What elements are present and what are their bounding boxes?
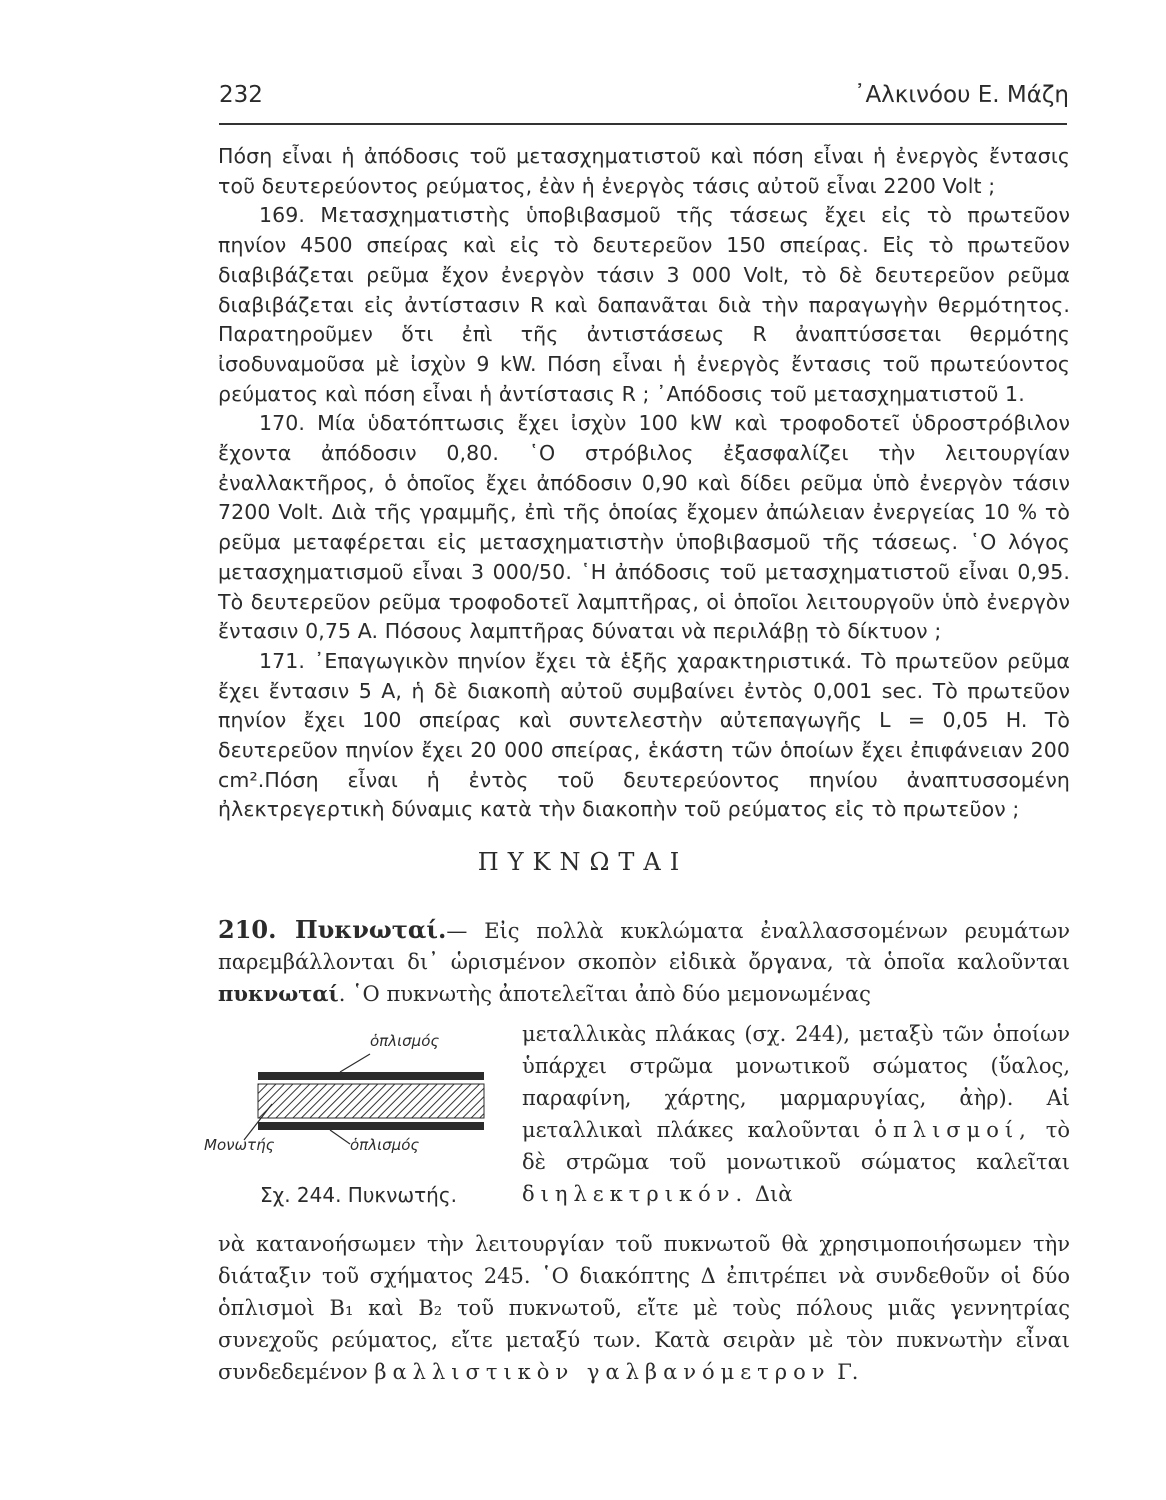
capacitor-figure [200, 1032, 500, 1242]
page-header [219, 82, 1069, 118]
figure-caption: Σχ. 244. Πυκνωτής. [260, 1183, 457, 1207]
capacitor-diagram [200, 1032, 500, 1182]
wrap-text-2: τὸ δὲ στρῶμα τοῦ μονωτικοῦ σώματος καλεῖται [522, 1118, 1071, 1174]
top-leader-line [340, 1054, 370, 1072]
section-title: ΠΥΚΝΩΤΑΙ [477, 848, 689, 876]
problem-171: 171. ᾿Επαγωγικὸν πηνίον ἔχει τὰ ἑξῆς χαρακτηριστικά. Τὸ πρωτεῦον ρεῦμα ἔχει ἔντασιν 5 A, ἡ δὲ διακοπὴ αὐτοῦ συμβαίνει ἐντὸς 0,001 sec. Τὸ πρωτεῦον πηνίον ἔχει 100 σπείρας καὶ συντελεστὴν αὐτεπαγωγῆς L = 0,05 H. Τὸ δευτερεῦον πηνίον ἔχει 20 000 σπείρας, ἑκάστη τῶν ὁποίων ἔχει ἐπιφάνειαν 200 cm².Πόση εἶναι ἡ ἐντὸς τοῦ δευτερεύοντος πηνίου ἀναπτυσσομένη ἠλεκτρεγερτικὴ δύναμις κατὰ τὴν διακοπὴν τοῦ ρεύματος εἰς τὸ πρωτεῦον ; [218, 648, 1070, 822]
section-wrap-text [522, 1018, 1070, 1210]
page-number: 232 [219, 82, 263, 108]
section-intro-text: — Εἰς πολλὰ κυκλώματα ἐναλλασσομένων ρευμάτων παρεμβάλλονται δι᾿ ὡρισμένον σκοπὸν εἰδικὰ ὄργανα, τὰ ὁποῖα καλοῦνται [218, 919, 1070, 974]
section-number: 210. Πυκνωταί. [218, 915, 447, 944]
term-dielektrikon: διηλεκτρικόν. [522, 1182, 749, 1206]
header-rule [219, 123, 1067, 125]
wrap-text-1: μεταλλικὰς πλάκας (σχ. 244), μεταξὺ τῶν ὁποίων ὑπάρχει στρῶμα μονωτικοῦ σώματος (ὕαλος, παραφίνη, χάρτης, μαρμαρυγίας, ἀὴρ). Αἱ μεταλλικαὶ πλάκες καλοῦνται [522, 1022, 1070, 1142]
dielectric-layer [258, 1084, 484, 1118]
term-oplismoi: ὁπλισμοί, [874, 1118, 1032, 1142]
wrap-text-3: Διὰ [748, 1182, 793, 1206]
bottom-text-1: νὰ κατανοήσωμεν τὴν λειτουργίαν τοῦ πυκνωτοῦ θὰ χρησιμοποιήσωμεν τὴν διάταξιν τοῦ σχήματος 245. ῾Ο διακόπτης Δ ἐπιτρέπει νὰ συνδεθοῦν οἱ δύο ὁπλισμοὶ B₁ καὶ B₂ τοῦ πυκνωτοῦ, εἴτε μὲ τοὺς πόλους μιᾶς γεννητρίας συνεχοῦς ρεύματος, εἴτε μεταξύ των. Κατὰ σειρὰν μὲ τὸν πυκνωτὴν εἶναι συνδεδεμένον [218, 1232, 1070, 1384]
label-insulator: Μονωτής [204, 1136, 275, 1154]
right-leader-line [330, 1130, 350, 1144]
section-intro-cont: . ῾Ο πυκνωτὴς ἀποτελεῖται ἀπὸ δύο μεμονωμένας [338, 982, 871, 1006]
bottom-text-end: Γ. [830, 1360, 859, 1384]
bottom-plate [258, 1122, 484, 1130]
problems-block [218, 142, 1070, 825]
section-bottom-text [218, 1228, 1070, 1388]
label-bottom-electrode: ὁπλισμός [350, 1136, 420, 1154]
problem-169: 169. Μετασχηματιστὴς ὑποβιβασμοῦ τῆς τάσεως ἔχει εἰς τὸ πρωτεῦον πηνίον 4500 σπείρας καὶ εἰς τὸ δευτερεῦον 150 σπείρας. Εἰς τὸ πρωτεῦον διαβιβάζεται ρεῦμα ἔχον ἐνεργὸν τάσιν 3 000 Volt, τὸ δὲ δευτερεῦον ρεῦμα διαβιβάζεται εἰς ἀντίστασιν R καὶ δαπανᾶται διὰ τὴν παραγωγὴν θερμότητος. Παρατηροῦμεν ὅτι ἐπὶ τῆς ἀντιστάσεως R ἀναπτύσσεται θερμότης ἰσοδυναμοῦσα μὲ ἰσχὺν 9 kW. Πόση εἶναι ἡ ἐνεργὸς ἔντασις τοῦ πρωτεύοντος ρεύματος καὶ πόση εἶναι ἡ ἀντίστασις R ; ᾿Απόδοσις τοῦ μετασχηματιστοῦ 1. [218, 203, 1070, 406]
term-pyknotai: πυκνωταί [218, 981, 339, 1006]
problem-168-tail: Πόση εἶναι ἡ ἀπόδοσις τοῦ μετασχηματιστοῦ καὶ πόση εἶναι ἡ ἐνεργὸς ἔντασις τοῦ δευτερεύοντος ρεύματος, ἐὰν ἡ ἐνεργὸς τάσις αὐτοῦ εἶναι 2200 Volt ; [218, 144, 1070, 198]
top-plate [258, 1072, 484, 1080]
section-210-intro [218, 914, 1070, 1010]
running-head: ᾿Αλκινόου Ε. Μάζη [853, 82, 1069, 108]
problem-170: 170. Μία ὑδατόπτωσις ἔχει ἰσχὺν 100 kW καὶ τροφοδοτεῖ ὑδροστρόβιλον ἔχοντα ἀπόδοσιν 0,80. ῾Ο στρόβιλος ἐξασφαλίζει τὴν λειτουργίαν ἐναλλακτῆρος, ὁ ὁποῖος ἔχει ἀπόδοσιν 0,90 καὶ δίδει ρεῦμα ὑπὸ ἐνεργὸν τάσιν 7200 Volt. Διὰ τῆς γραμμῆς, ἐπὶ τῆς ὁποίας ἔχομεν ἀπώλειαν ἐνεργείας 10 % τὸ ρεῦμα μεταφέρεται εἰς μετασχηματιστὴν ὑποβιβασμοῦ τῆς τάσεως. ῾Ο λόγος μετασχηματισμοῦ εἶναι 3 000/50. ῾Η ἀπόδοσις τοῦ μετασχηματιστοῦ εἶναι 0,95. Τὸ δευτερεῦον ρεῦμα τροφοδοτεῖ λαμπτῆρας, οἱ ὁποῖοι λειτουργοῦν ὑπὸ ἐνεργὸν ἔντασιν 0,75 A. Πόσους λαμπτῆρας δύναται νὰ περιλάβῃ τὸ δίκτυον ; [218, 411, 1070, 644]
term-galvanometer: βαλλιστικὸν γαλβανόμετρον [374, 1360, 831, 1384]
label-top-electrode: ὁπλισμός [370, 1032, 440, 1050]
